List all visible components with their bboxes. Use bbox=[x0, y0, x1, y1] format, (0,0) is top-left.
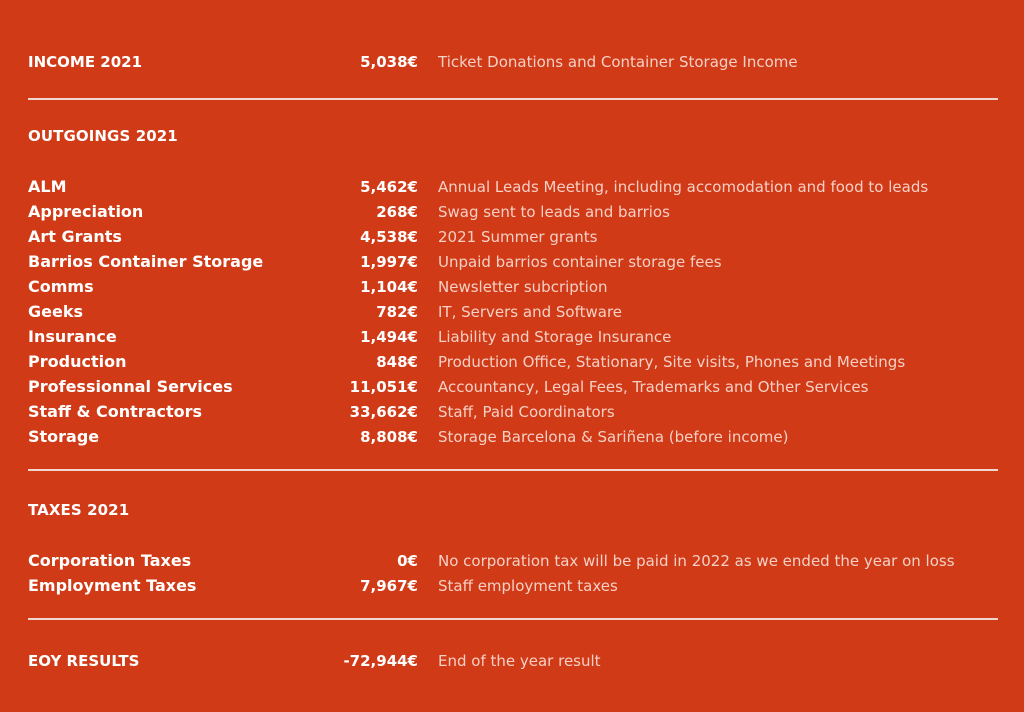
outgoings-row-description: IT, Servers and Software bbox=[438, 302, 623, 321]
outgoings-heading: OUTGOINGS 2021 bbox=[28, 127, 178, 145]
outgoings-row-description: Liability and Storage Insurance bbox=[438, 327, 672, 346]
taxes-row-description: No corporation tax will be paid in 2022 as we ended the year on loss bbox=[438, 551, 955, 570]
income-label: INCOME 2021 bbox=[28, 52, 143, 71]
outgoings-row-description: Unpaid barrios container storage fees bbox=[438, 252, 722, 271]
outgoings-row-description: Annual Leads Meeting, including accomodation and food to leads bbox=[438, 177, 929, 196]
outgoings-row-description: Accountancy, Legal Fees, Trademarks and Other Services bbox=[438, 377, 869, 396]
outgoings-row-label: Barrios Container Storage bbox=[28, 252, 264, 271]
outgoings-row-description: Production Office, Stationary, Site visits, Phones and Meetings bbox=[438, 352, 906, 371]
outgoings-row-description: Storage Barcelona & Sariñena (before income) bbox=[438, 427, 789, 446]
taxes-row bbox=[28, 573, 998, 598]
outgoings-row bbox=[28, 249, 998, 274]
outgoings-row-label: ALM bbox=[28, 177, 67, 196]
income-description: Ticket Donations and Container Storage Income bbox=[438, 52, 798, 71]
outgoings-row-label: Insurance bbox=[28, 327, 117, 346]
outgoings-row bbox=[28, 274, 998, 299]
divider bbox=[28, 98, 998, 100]
outgoings-row bbox=[28, 374, 998, 399]
outgoings-row-amount: 4,538€ bbox=[360, 227, 418, 246]
outgoings-row bbox=[28, 424, 998, 449]
taxes-row-amount: 7,967€ bbox=[360, 576, 418, 595]
outgoings-row-label: Production bbox=[28, 352, 127, 371]
outgoings-row-description: Staff, Paid Coordinators bbox=[438, 402, 615, 421]
outgoings-row-amount: 5,462€ bbox=[360, 177, 418, 196]
financial-summary bbox=[28, 0, 998, 712]
outgoings-row-description: Newsletter subcription bbox=[438, 277, 608, 296]
divider bbox=[28, 618, 998, 620]
outgoings-row-label: Art Grants bbox=[28, 227, 122, 246]
outgoings-row-label: Geeks bbox=[28, 302, 83, 321]
outgoings-row-amount: 1,104€ bbox=[360, 277, 418, 296]
outgoings-row-amount: 268€ bbox=[376, 202, 418, 221]
outgoings-row bbox=[28, 399, 998, 424]
taxes-row-label: Corporation Taxes bbox=[28, 551, 192, 570]
income-row bbox=[28, 49, 998, 74]
outgoings-row-description: Swag sent to leads and barrios bbox=[438, 202, 670, 221]
taxes-row-amount: 0€ bbox=[397, 551, 418, 570]
outgoings-row-amount: 1,997€ bbox=[360, 252, 418, 271]
outgoings-row-label: Storage bbox=[28, 427, 100, 446]
income-amount: 5,038€ bbox=[360, 52, 418, 71]
outgoings-row-amount: 8,808€ bbox=[360, 427, 418, 446]
outgoings-row bbox=[28, 224, 998, 249]
taxes-row-description: Staff employment taxes bbox=[438, 576, 618, 595]
outgoings-row bbox=[28, 324, 998, 349]
outgoings-row-label: Comms bbox=[28, 277, 94, 296]
eoy-row bbox=[28, 648, 998, 673]
outgoings-row bbox=[28, 174, 998, 199]
eoy-label: EOY RESULTS bbox=[28, 651, 140, 670]
outgoings-row bbox=[28, 199, 998, 224]
outgoings-row-amount: 33,662€ bbox=[349, 402, 418, 421]
outgoings-row-label: Staff & Contractors bbox=[28, 402, 203, 421]
eoy-description: End of the year result bbox=[438, 651, 601, 670]
taxes-heading: TAXES 2021 bbox=[28, 501, 130, 519]
outgoings-row-description: 2021 Summer grants bbox=[438, 227, 598, 246]
outgoings-row-label: Professionnal Services bbox=[28, 377, 233, 396]
taxes-row-label: Employment Taxes bbox=[28, 576, 197, 595]
outgoings-row-amount: 1,494€ bbox=[360, 327, 418, 346]
outgoings-row-amount: 848€ bbox=[376, 352, 418, 371]
outgoings-row bbox=[28, 299, 998, 324]
outgoings-row-amount: 782€ bbox=[376, 302, 418, 321]
outgoings-row bbox=[28, 349, 998, 374]
outgoings-row-label: Appreciation bbox=[28, 202, 144, 221]
outgoings-row-amount: 11,051€ bbox=[349, 377, 418, 396]
eoy-amount: -72,944€ bbox=[343, 651, 418, 670]
taxes-row bbox=[28, 548, 998, 573]
divider bbox=[28, 469, 998, 471]
